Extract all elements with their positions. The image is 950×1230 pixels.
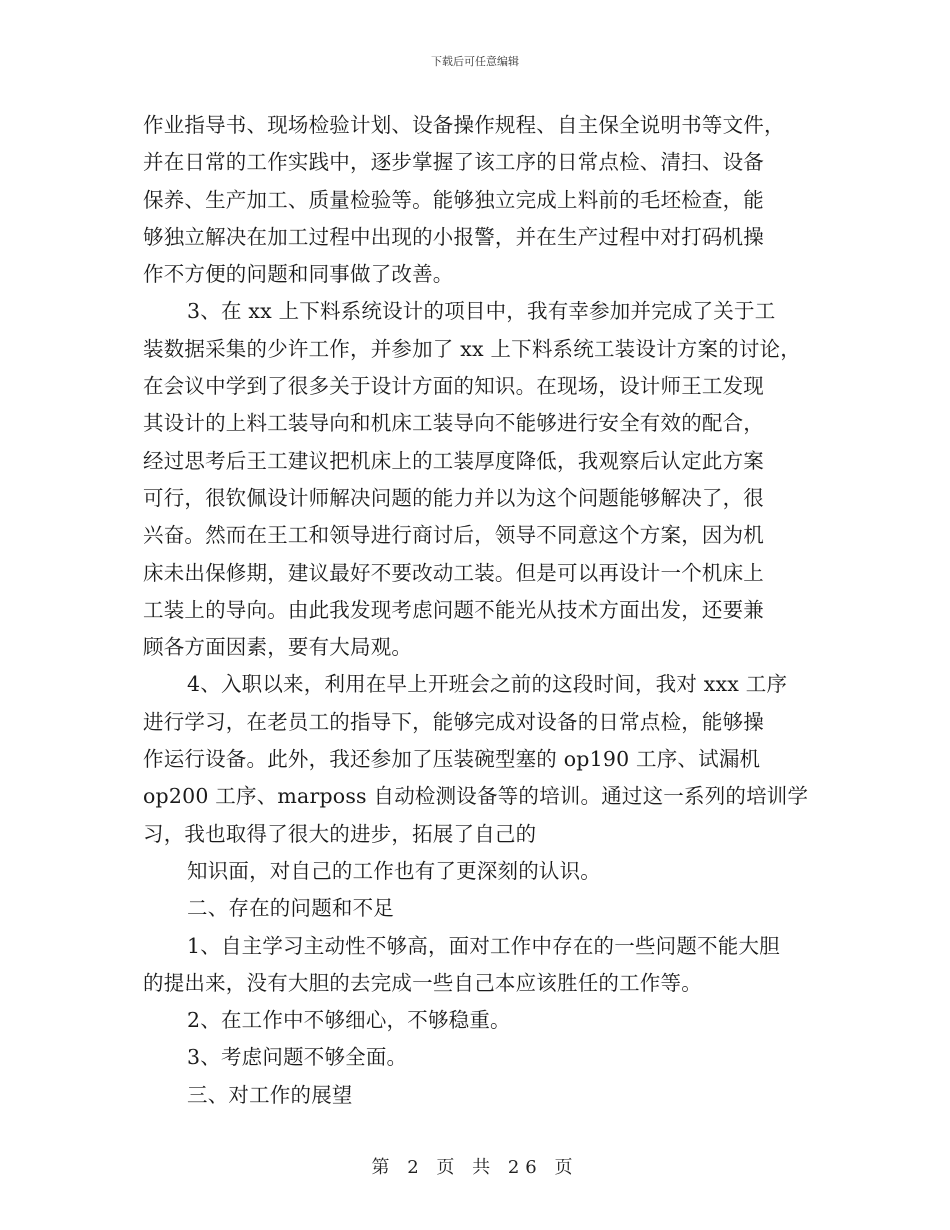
paragraph-line: 兴奋。然而在王工和领导进行商讨后，领导不同意这个方案，因为机 xyxy=(143,523,764,548)
paragraph-line: 床未出保修期，建议最好不要改动工装。但是可以再设计一个机床上 xyxy=(143,560,764,585)
paragraph-line: 3、考虑问题不够全面。 xyxy=(187,1045,408,1070)
paragraph-line: 知识面，对自己的工作也有了更深刻的认识。 xyxy=(187,858,601,883)
paragraph-line: 并在日常的工作实践中，逐步掌握了该工序的日常点检、清扫、设备 xyxy=(143,150,764,175)
paragraph-line: 工装上的导向。由此我发现考虑问题不能光从技术方面出发，还要兼 xyxy=(143,597,764,622)
paragraph-line: 的提出来，没有大胆的去完成一些自己本应该胜任的工作等。 xyxy=(143,970,702,995)
paragraph-line: 可行，很钦佩设计师解决问题的能力并以为这个问题能够解决了，很 xyxy=(143,485,764,510)
paragraph-line: 2、在工作中不够细心，不够稳重。 xyxy=(187,1008,511,1033)
paragraph-line: 作业指导书、现场检验计划、设备操作规程、自主保全说明书等文件， xyxy=(143,113,785,137)
section-heading: 二、存在的问题和不足 xyxy=(187,896,394,921)
page-header: 下载后可任意编辑 xyxy=(431,55,519,68)
paragraph-line: 4、入职以来，利用在早上开班会之前的这段时间，我对 xxx 工序 xyxy=(187,672,788,697)
section-heading: 三、对工作的展望 xyxy=(187,1082,353,1107)
paragraph-line: 装数据采集的少许工作，并参加了 xx 上下料系统工装设计方案的讨论， xyxy=(143,336,801,361)
paragraph-line: 顾各方面因素，要有大局观。 xyxy=(143,635,413,660)
paragraph-line: 其设计的上料工装导向和机床工装导向不能够进行安全有效的配合， xyxy=(143,411,764,436)
paragraph-line: 1、自主学习主动性不够高，面对工作中存在的一些问题不能大胆 xyxy=(187,933,780,958)
paragraph-line: 习，我也取得了很大的进步，拓展了自己的 xyxy=(143,821,537,846)
paragraph-line: op200 工序、marposs 自动检测设备等的培训。通过这一系列的培训学 xyxy=(143,784,809,809)
paragraph-line: 经过思考后王工建议把机床上的工装厚度降低，我观察后认定此方案 xyxy=(143,448,764,473)
paragraph-line: 3、在 xx 上下料系统设计的项目中，我有幸参加并完成了关于工 xyxy=(187,299,776,324)
paragraph-line: 进行学习，在老员工的指导下，能够完成对设备的日常点检，能够操 xyxy=(143,709,764,734)
paragraph-line: 在会议中学到了很多关于设计方面的知识。在现场，设计师王工发现 xyxy=(143,374,764,399)
paragraph-line: 作运行设备。此外，我还参加了压装碗型塞的 op190 工序、试漏机 xyxy=(143,747,761,772)
paragraph-line: 保养、生产加工、质量检验等。能够独立完成上料前的毛坯检查，能 xyxy=(143,187,764,212)
body-text xyxy=(143,107,813,1114)
paragraph-line: 够独立解决在加工过程中出现的小报警，并在生产过程中对打码机操 xyxy=(143,224,764,249)
paragraph-line: 作不方便的问题和同事做了改善。 xyxy=(143,262,454,287)
page-number: 第 2 页 共 26 页 xyxy=(371,1157,579,1178)
